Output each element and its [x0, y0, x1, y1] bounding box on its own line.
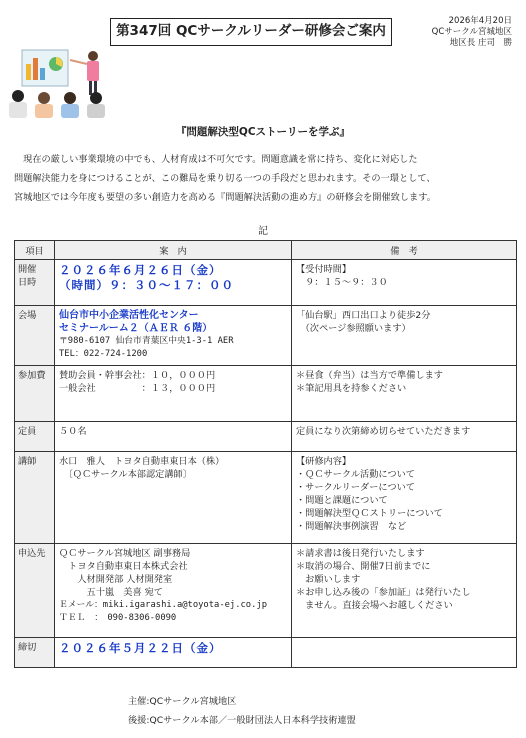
- issuer-organization: QCサークル宮城地区: [431, 27, 512, 37]
- seminar-illustration: [4, 46, 122, 120]
- contact-tel: ＴＥＬ ： 090-8306-0090: [59, 613, 177, 623]
- contact-email[interactable]: Ｅメール：miki.igarashi.a@toyota-ej.co.jp: [59, 600, 267, 610]
- note-venue: 「仙台駅」西口出口より徒歩2分 （次ページ参照願います）: [292, 306, 517, 366]
- note-fee: ＊昼食（弁当）は当方で準備します ＊筆記用具を持参ください: [292, 366, 517, 422]
- intro-line: 宮城地区では今年度も要望の多い創造力を高める『問題解決活動の進め方』の研修会を開催致します。: [14, 192, 436, 203]
- label-venue: 会場: [15, 306, 55, 366]
- row-application: [15, 544, 517, 638]
- document-title: 第347回 QCサークルリーダー研修会ご案内: [110, 18, 392, 46]
- label-capacity: 定員: [15, 422, 55, 452]
- label-application: 申込先: [15, 544, 55, 638]
- note-capacity: 定員になり次第締め切らせていただきます: [292, 422, 517, 452]
- label-instructor: 講師: [15, 452, 55, 544]
- row-deadline: [15, 638, 517, 668]
- row-capacity: [15, 422, 517, 452]
- info-fee: 賛助会員・幹事会社：１０，０００円 一般会社 ：１３，０００円: [55, 366, 292, 422]
- row-instructor: [15, 452, 517, 544]
- footer-host: 主催:QCサークル宮城地区: [128, 696, 237, 707]
- intro-line: 現在の厳しい事業環境の中でも、人材育成は不可欠です。問題意識を常に持ち、変化に対応した: [14, 154, 418, 165]
- header-item: 項目: [15, 241, 55, 260]
- info-deadline: ２０２６年５月２２日（金）: [55, 638, 292, 668]
- label-datetime: 開催 日時: [15, 260, 55, 306]
- info-application: ＱＣサークル宮城地区 副事務局 トヨタ自動車東日本株式会社 人材開発部 人材開発室 五十嵐 美喜 宛て Ｅメール：miki.igarashi.a@toyota-ej.co.jp ＴＥＬ ： 090-8306-0090: [55, 544, 292, 638]
- issue-date: 2026年4月20日: [448, 16, 512, 26]
- ki-marker: 記: [258, 226, 268, 237]
- intro-line: 問題解決能力を身につけることが、この難局を乗り切る一つの手段だと思われます。その一環として、: [14, 173, 436, 184]
- issuer-chief: 地区長 庄司 勝: [449, 38, 512, 48]
- row-datetime: [15, 260, 517, 306]
- seminar-headline: 『問題解決型QCストーリーを学ぶ』: [175, 126, 351, 138]
- details-table: [14, 240, 517, 668]
- note-instructor: 【研修内容】 ・ＱＣサークル活動について ・サークルリーダーについて ・問題と課題について ・問題解決型ＱＣストリーについて ・問題解決事例演習 など: [292, 452, 517, 544]
- table-header-row: [15, 241, 517, 260]
- footer-support: 後援:QCサークル本部／一般財団法人日本科学技術連盟: [128, 715, 356, 726]
- label-deadline: 締切: [15, 638, 55, 668]
- note-datetime: 【受付時間】 ９：１５～９：３０: [292, 260, 517, 306]
- info-capacity: ５０名: [55, 422, 292, 452]
- row-fee: [15, 366, 517, 422]
- note-application: ＊請求書は後日発行いたします ＊取消の場合、開催7日前までに お願いします ＊お申し込み後の「参加証」は発行いたし ません。直接会場へお越しください: [292, 544, 517, 638]
- info-venue: 仙台市中小企業活性化センター セミナールーム２（ＡＥＲ ６階） 〒980-6107 仙台市青葉区中央1-3-1 AER TEL：022-724-1200: [55, 306, 292, 366]
- info-instructor: 水口 雅人 トヨタ自動車東日本（株） 〔ＱＣサークル本部認定講師〕: [55, 452, 292, 544]
- row-venue: [15, 306, 517, 366]
- info-datetime: ２０２６年６月２６日（金） （時間）９：３０～１７：００: [55, 260, 292, 306]
- label-fee: 参加費: [15, 366, 55, 422]
- intro-paragraph: [14, 150, 514, 207]
- header-note: 備 考: [292, 241, 517, 260]
- note-deadline: [292, 638, 517, 668]
- header-info: 案 内: [55, 241, 292, 260]
